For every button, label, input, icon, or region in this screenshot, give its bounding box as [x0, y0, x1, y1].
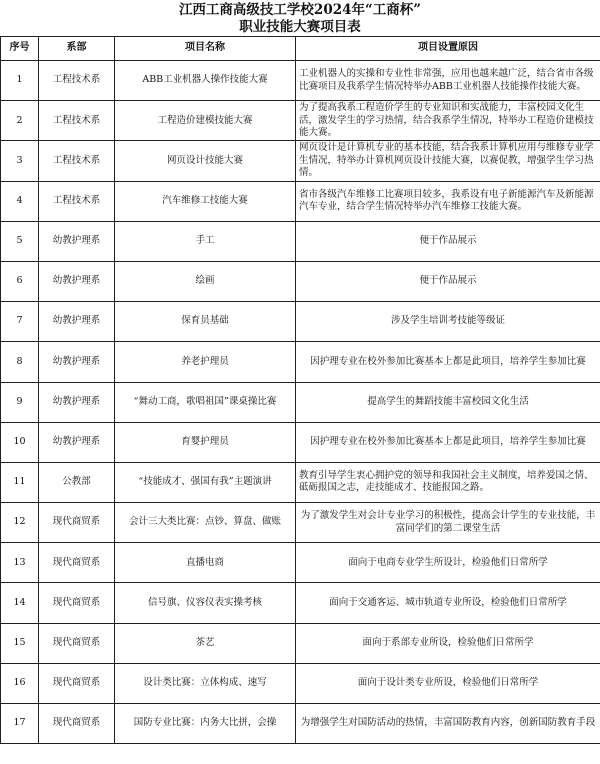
project-name-cell: “舞动工商，歌唱祖国”课桌操比赛 [115, 382, 296, 422]
department-cell: 现代商贸系 [39, 503, 115, 543]
serial-cell: 15 [1, 623, 39, 663]
reason-cell: 网页设计是计算机专业的基本技能，结合我系计算机应用与维修专业学生情况，特举办计算机网页设计技能大赛，以赛促教，增强学生学习热情。 [296, 141, 600, 181]
department-cell: 工程技术系 [39, 141, 115, 181]
project-name-cell: 保育员基础 [115, 302, 296, 342]
department-cell: 幼教护理系 [39, 342, 115, 382]
serial-cell: 6 [1, 261, 39, 301]
department-cell: 现代商贸系 [39, 623, 115, 663]
competition-table [0, 36, 600, 744]
table-row [1, 422, 600, 462]
table-row [1, 663, 600, 703]
department-cell: 幼教护理系 [39, 422, 115, 462]
reason-cell: 因护理专业在校外参加比赛基本上都是此项目，培养学生参加比赛 [296, 342, 600, 382]
project-name-cell: 网页设计技能大赛 [115, 141, 296, 181]
reason-cell: 面向于设计类专业所设，检验他们日常所学 [296, 663, 600, 703]
reason-cell: 工业机器人的实操和专业性非常强，应用也越来越广泛，结合省市各级比赛项目及我系学生情况特举办ABB工业机器人技能操作技能大赛。 [296, 61, 600, 101]
department-cell: 幼教护理系 [39, 302, 115, 342]
department-cell: 幼教护理系 [39, 221, 115, 261]
reason-cell: 便于作品展示 [296, 221, 600, 261]
table-row [1, 382, 600, 422]
table-row [1, 583, 600, 623]
table-row [1, 704, 600, 744]
department-cell: 幼教护理系 [39, 382, 115, 422]
project-name-cell: 信号旗、仪容仪表实操考核 [115, 583, 296, 623]
project-name-cell: 设计类比赛：立体构成、速写 [115, 663, 296, 703]
department-cell: 现代商贸系 [39, 543, 115, 583]
table-body [1, 61, 600, 744]
project-name-cell: “技能成才、强国有我”主题演讲 [115, 462, 296, 502]
reason-cell: 提高学生的舞蹈技能丰富校园文化生活 [296, 382, 600, 422]
serial-cell: 17 [1, 704, 39, 744]
serial-cell: 4 [1, 181, 39, 221]
table-row [1, 302, 600, 342]
department-cell: 工程技术系 [39, 181, 115, 221]
table-row [1, 342, 600, 382]
project-name-cell: 手工 [115, 221, 296, 261]
project-name-cell: 直播电商 [115, 543, 296, 583]
serial-cell: 7 [1, 302, 39, 342]
department-cell: 公教部 [39, 462, 115, 502]
serial-cell: 5 [1, 221, 39, 261]
table-row [1, 623, 600, 663]
reason-cell: 为了提高我系工程造价学生的专业知识和实战能力，丰富校园文化生活，激发学生的学习热情，结合我系学生情况，特举办工程造价建模技能大赛。 [296, 101, 600, 141]
project-name-cell: 茶艺 [115, 623, 296, 663]
department-cell: 现代商贸系 [39, 663, 115, 703]
serial-cell: 3 [1, 141, 39, 181]
table-row [1, 221, 600, 261]
header-project-name: 项目名称 [115, 37, 296, 61]
table-row [1, 181, 600, 221]
reason-cell: 便于作品展示 [296, 261, 600, 301]
header-department: 系部 [39, 37, 115, 61]
table-row [1, 503, 600, 543]
table-header-row [1, 37, 600, 61]
serial-cell: 1 [1, 61, 39, 101]
project-name-cell: 会计三大类比赛：点钞、算盘、做账 [115, 503, 296, 543]
department-cell: 幼教护理系 [39, 261, 115, 301]
header-reason: 项目设置原因 [296, 37, 600, 61]
serial-cell: 8 [1, 342, 39, 382]
reason-cell: 为了激发学生对会计专业学习的积极性，提高会计学生的专业技能，丰富同学们的第二课堂生活 [296, 503, 600, 543]
project-name-cell: 育婴护理员 [115, 422, 296, 462]
project-name-cell: 汽车维修工技能大赛 [115, 181, 296, 221]
project-name-cell: 绘画 [115, 261, 296, 301]
table-row [1, 61, 600, 101]
reason-cell: 面向于交通客运、城市轨道专业所设，检验他们日常所学 [296, 583, 600, 623]
department-cell: 现代商贸系 [39, 583, 115, 623]
table-row [1, 141, 600, 181]
serial-cell: 11 [1, 462, 39, 502]
title-line-2: 职业技能大赛项目表 [239, 19, 361, 35]
reason-cell: 为增强学生对国防活动的热情，丰富国防教育内容，创新国防教育手段 [296, 704, 600, 744]
project-name-cell: 养老护理员 [115, 342, 296, 382]
reason-cell: 教育引导学生衷心拥护党的领导和我国社会主义制度，培养爱国之情、砥砺报国之志，走技能成才、技能报国之路。 [296, 462, 600, 502]
reason-cell: 省市各级汽车维修工比赛项目较多，我系设有电子新能源汽车及新能源汽车专业，结合学生情况特举办汽车维修工技能大赛。 [296, 181, 600, 221]
header-serial: 序号 [1, 37, 39, 61]
table-row [1, 462, 600, 502]
project-name-cell: 国防专业比赛：内务大比拼，会操 [115, 704, 296, 744]
project-name-cell: 工程造价建模技能大赛 [115, 101, 296, 141]
department-cell: 工程技术系 [39, 101, 115, 141]
serial-cell: 2 [1, 101, 39, 141]
department-cell: 现代商贸系 [39, 704, 115, 744]
project-name-cell: ABB工业机器人操作技能大赛 [115, 61, 296, 101]
department-cell: 工程技术系 [39, 61, 115, 101]
document-title [0, 0, 600, 36]
title-line-1: 江西工商高级技工学校2024年“工商杯” [178, 2, 422, 18]
table-row [1, 101, 600, 141]
reason-cell: 因护理专业在校外参加比赛基本上都是此项目，培养学生参加比赛 [296, 422, 600, 462]
serial-cell: 9 [1, 382, 39, 422]
table-row [1, 543, 600, 583]
table-row [1, 261, 600, 301]
serial-cell: 12 [1, 503, 39, 543]
reason-cell: 涉及学生培训考技能等级证 [296, 302, 600, 342]
serial-cell: 16 [1, 663, 39, 703]
serial-cell: 14 [1, 583, 39, 623]
serial-cell: 13 [1, 543, 39, 583]
reason-cell: 面向于电商专业学生所设计，检验他们日常所学 [296, 543, 600, 583]
serial-cell: 10 [1, 422, 39, 462]
reason-cell: 面向于系部专业所设，检验他们日常所学 [296, 623, 600, 663]
